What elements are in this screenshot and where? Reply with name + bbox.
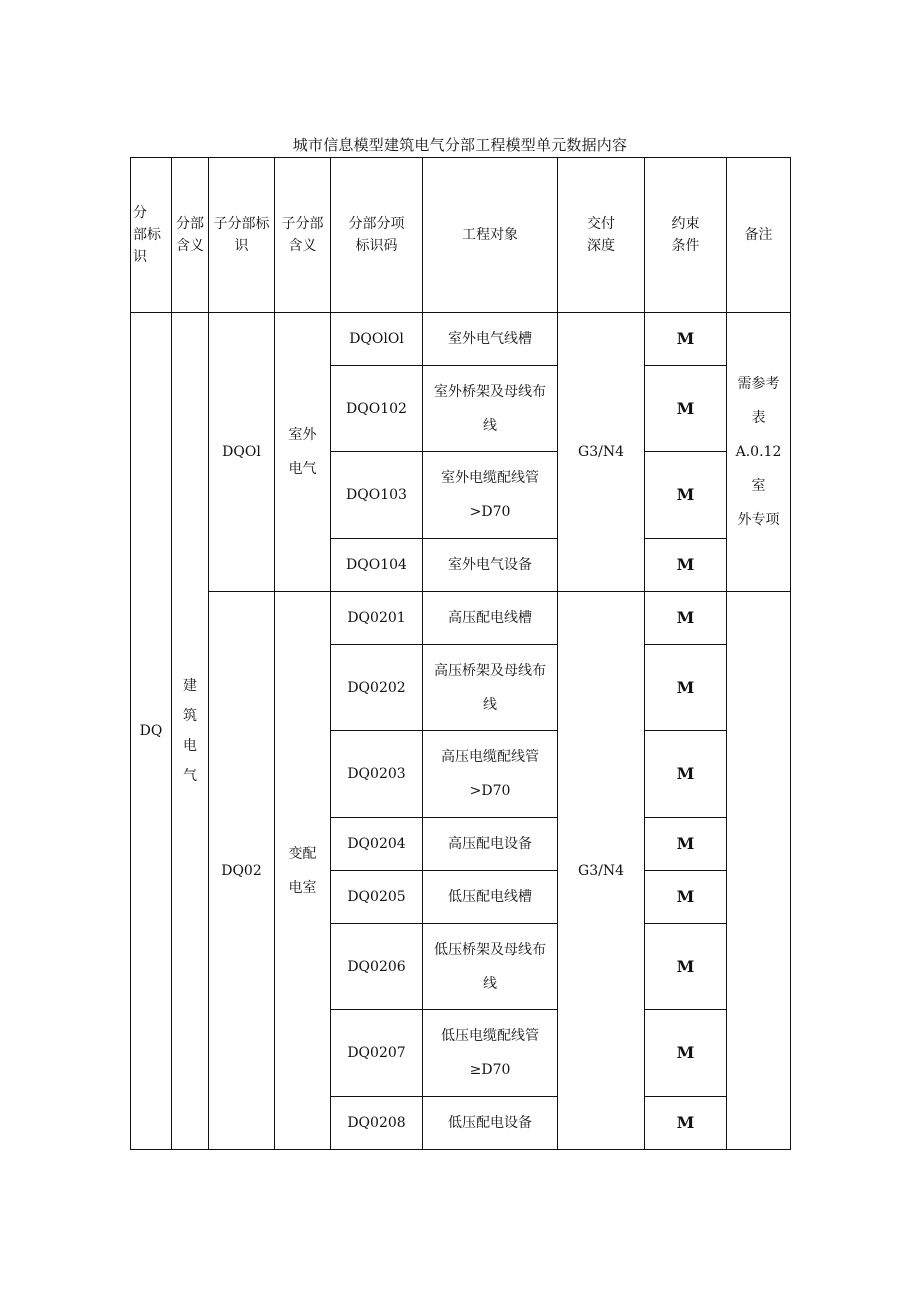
table-row [131, 592, 791, 645]
constraint: M [645, 645, 727, 731]
object-name: 高压配电线槽 [423, 592, 558, 645]
data-table [130, 157, 791, 1150]
item-code: DQ0206 [331, 924, 423, 1010]
header-subdivision-meaning: 子分部 含义 [275, 158, 331, 313]
object-name: 高压电缆配线管 >D70 [423, 731, 558, 818]
item-code: DQ0208 [331, 1097, 423, 1150]
table-row [131, 313, 791, 366]
object-name: 低压桥架及母线布 线 [423, 924, 558, 1010]
division-meaning: 建 筑 电 气 [172, 313, 209, 1150]
constraint: M [645, 871, 727, 924]
subdivision-id: DQ02 [209, 592, 275, 1150]
object-name: 低压配电设备 [423, 1097, 558, 1150]
constraint: M [645, 366, 727, 452]
object-name: 室外电缆配线管 >D70 [423, 452, 558, 539]
header-remark: 备注 [727, 158, 791, 313]
header-division-id: 分 部标 识 [131, 158, 172, 313]
item-code: DQO104 [331, 539, 423, 592]
constraint: M [645, 818, 727, 871]
delivery-depth: G3/N4 [558, 313, 645, 592]
header-delivery-depth: 交付 深度 [558, 158, 645, 313]
delivery-depth: G3/N4 [558, 592, 645, 1150]
constraint: M [645, 1097, 727, 1150]
subdivision-meaning: 室外 电气 [275, 313, 331, 592]
constraint: M [645, 592, 727, 645]
remark-empty [727, 592, 791, 1150]
object-name: 低压配电线槽 [423, 871, 558, 924]
header-constraint: 约束 条件 [645, 158, 727, 313]
object-name: 室外电气设备 [423, 539, 558, 592]
header-row [131, 158, 791, 313]
item-code: DQ0207 [331, 1010, 423, 1097]
header-subdivision-id: 子分部标 识 [209, 158, 275, 313]
subdivision-meaning: 变配 电室 [275, 592, 331, 1150]
object-name: 高压配电设备 [423, 818, 558, 871]
page-title: 城市信息模型建筑电气分部工程模型单元数据内容 [292, 136, 628, 154]
constraint: M [645, 1010, 727, 1097]
constraint: M [645, 924, 727, 1010]
division-id: DQ [131, 313, 172, 1150]
object-name: 高压桥架及母线布 线 [423, 645, 558, 731]
constraint: M [645, 452, 727, 539]
item-code: DQO102 [331, 366, 423, 452]
header-division-meaning: 分部 含义 [172, 158, 209, 313]
header-item-code: 分部分项 标识码 [331, 158, 423, 313]
remark: 需参考 表 A.0.12室 外专项 [727, 313, 791, 592]
item-code: DQ0205 [331, 871, 423, 924]
item-code: DQOlOl [331, 313, 423, 366]
constraint: M [645, 731, 727, 818]
subdivision-id: DQOl [209, 313, 275, 592]
header-object: 工程对象 [423, 158, 558, 313]
object-name: 低压电缆配线管 ≥D70 [423, 1010, 558, 1097]
object-name: 室外桥架及母线布 线 [423, 366, 558, 452]
constraint: M [645, 539, 727, 592]
item-code: DQ0204 [331, 818, 423, 871]
constraint: M [645, 313, 727, 366]
item-code: DQ0202 [331, 645, 423, 731]
item-code: DQO103 [331, 452, 423, 539]
item-code: DQ0201 [331, 592, 423, 645]
item-code: DQ0203 [331, 731, 423, 818]
object-name: 室外电气线槽 [423, 313, 558, 366]
